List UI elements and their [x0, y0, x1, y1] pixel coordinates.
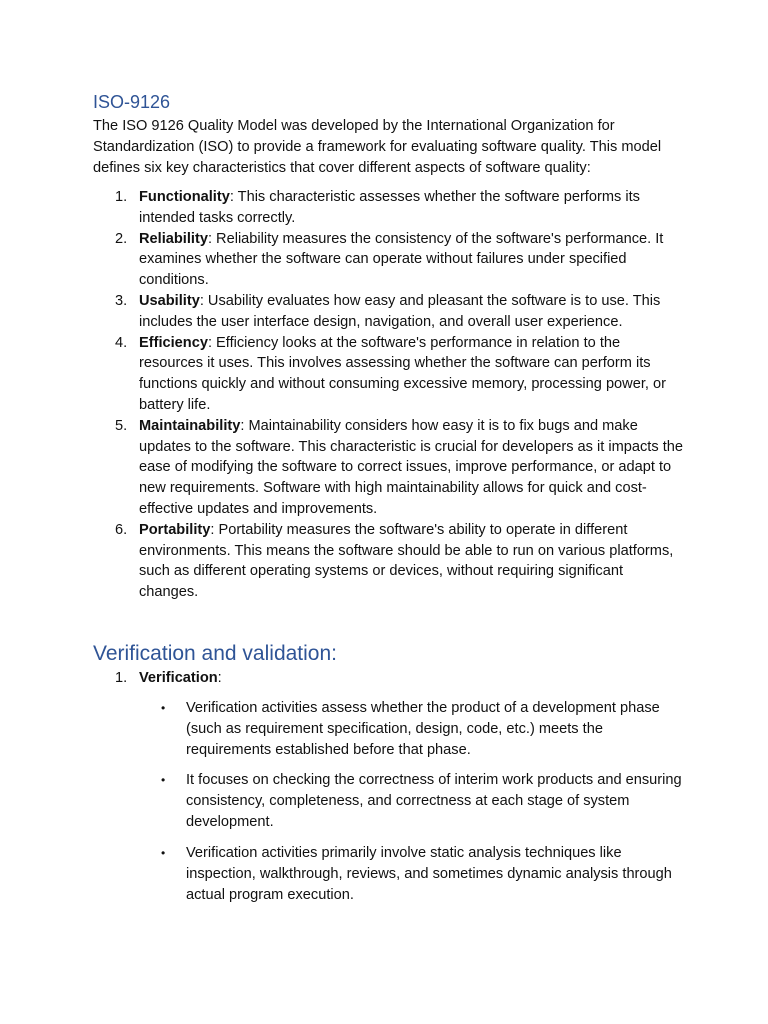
- list-number: 2.: [115, 230, 128, 247]
- term-efficiency: Efficiency: [139, 334, 208, 351]
- verification-list: [93, 668, 683, 689]
- verification-bullet-list-1: [93, 698, 683, 760]
- list-number: 5.: [115, 417, 128, 434]
- intro-paragraph: The ISO 9126 Quality Model was developed by the International Organization for Standardization (ISO) to provide a framework for evaluating software quality. This model defines six key characteristics that cover different aspects of software quality:: [93, 118, 662, 176]
- list-item: [93, 668, 683, 689]
- bullet-icon: •: [161, 701, 166, 715]
- term-functionality: Functionality: [139, 189, 230, 205]
- bullet-text: Verification activities primarily involve static analysis techniques like inspection, walkthrough, reviews, and sometimes dynamic analysis through actual program execution.: [186, 845, 672, 903]
- list-item: [93, 291, 683, 333]
- term-usability: Usability: [139, 292, 200, 309]
- verification-bullet-list-3: [93, 843, 683, 905]
- bullet-icon: •: [161, 773, 166, 787]
- bullet-item: [93, 843, 683, 905]
- bullet-icon: •: [161, 846, 166, 860]
- item-description: : This characteristic assesses whether the software performs its intended tasks correctly.: [139, 189, 640, 226]
- quality-characteristics-list: [93, 187, 683, 603]
- list-number: 3.: [115, 292, 128, 309]
- item-description: : Maintainability considers how easy it is to fix bugs and make updates to the software. This characteristic is crucial for developers as it impacts the ease of modifying the software to correct issues, improve performance, or adapt to new requirements. Software with high maintainability allows for quick and cost-effective updates and improvements.: [139, 417, 683, 517]
- item-description: : Portability measures the software's ability to operate in different environments. This means the software should be able to run on various platforms, such as different operating systems or devices, without requiring significant changes.: [139, 521, 674, 601]
- list-number: 1.: [115, 670, 128, 686]
- list-number: 4.: [115, 334, 128, 351]
- term-maintainability: Maintainability: [139, 417, 241, 434]
- list-number: 1.: [115, 189, 128, 205]
- bullet-item: [93, 698, 683, 760]
- list-item: [93, 229, 683, 291]
- verification-bullet-list-2: [93, 770, 683, 832]
- bullet-item: [93, 770, 683, 832]
- list-item: [93, 520, 683, 603]
- list-item: [93, 187, 683, 229]
- bullet-text: Verification activities assess whether the product of a development phase (such as requirement specification, design, code, etc.) meets the requirements established before that phase.: [186, 700, 660, 758]
- term-suffix: :: [217, 670, 222, 686]
- list-item: [93, 416, 683, 520]
- bullet-text: It focuses on checking the correctness of interim work products and ensuring consistency, completeness, and correctness at each stage of system development.: [186, 772, 682, 830]
- list-item: [93, 333, 683, 416]
- item-description: : Usability evaluates how easy and pleasant the software is to use. This includes the user interface design, navigation, and overall user experience.: [139, 292, 661, 330]
- term-portability: Portability: [139, 521, 211, 538]
- section-heading-iso9126: ISO-9126: [93, 92, 171, 112]
- term-verification: Verification: [139, 670, 218, 686]
- item-description: : Efficiency looks at the software's performance in relation to the resources it uses. This involves assessing whether the software can perform its functions quickly and without consuming excessive memory, processing power, or battery life.: [139, 334, 666, 413]
- list-number: 6.: [115, 521, 128, 538]
- term-reliability: Reliability: [139, 230, 208, 247]
- item-description: : Reliability measures the consistency of the software's performance. It examines whether the software can operate without failures under specified conditions.: [139, 230, 664, 289]
- section-heading-verification-validation: Verification and validation:: [93, 642, 337, 665]
